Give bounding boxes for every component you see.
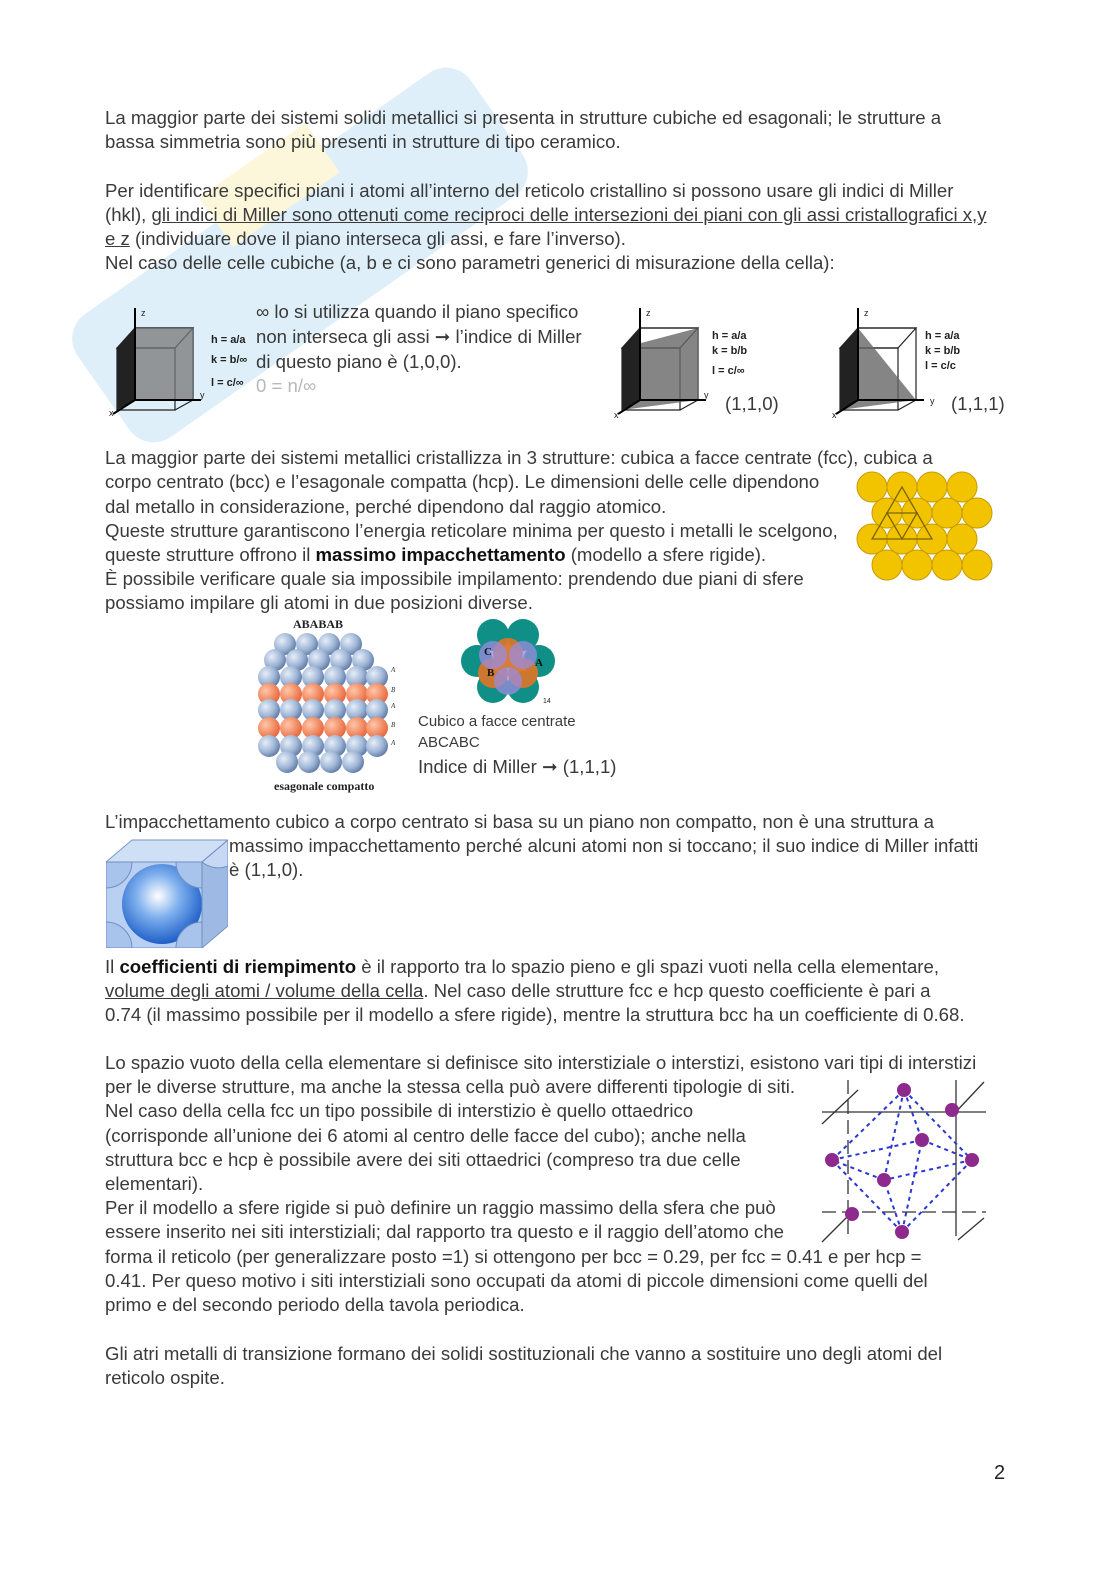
fig2-l-label: l = c/∞ [712,365,745,377]
para5-line1-text: Il [105,956,120,977]
para2-line3-text: (individuare dove il piano interseca gli assi, e fare l’inverso). [129,228,626,249]
fcc-caption2: ABCABC [418,734,480,751]
miller-definition: gli indici di Miller sono ottenuti come reciproci delle intersezioni dei piani con gli assi cristallografici x,y [151,204,987,225]
layer-letter: A [391,739,396,747]
fig2-index: (1,1,0) [725,393,779,414]
fcc-stacking-figure [455,617,565,707]
packing-formula: volume degli atomi / volume della cella [105,980,424,1001]
fig3-k-label: k = b/b [925,345,961,357]
para3-line1: La maggior parte dei sistemi metallici cristallizza in 3 strutture: cubica a facce centrate (fcc), cubica a [105,447,933,468]
para6-line10: 0.41. Per queso motivo i siti interstiziali sono occupati da atomi di piccole dimensioni come quelli del [105,1270,928,1291]
fcc-letter-b: B [487,667,495,679]
para3-line5-text: queste strutture offrono il [105,544,316,565]
para6-line7: Per il modello a sfere rigide si può definire un raggio massimo della sfera che può [105,1197,776,1218]
fig1-l-label: l = c/∞ [211,377,244,389]
para6-line2: per le diverse strutture, ma anche la stessa cella può avere differenti tipologie di siti. [105,1076,796,1097]
hcp-caption: esagonale compatto [274,779,375,793]
para2-line2 [105,203,987,227]
para5-line1 [105,955,939,979]
fcc-letter-a: A [535,657,543,669]
para6-line11: primo e del secondo periodo della tavola periodica. [105,1294,525,1315]
para3-line6: È possibile verificare quale sia impossibile impilamento: prendendo due piani di sfere [105,568,804,589]
para6-line9: forma il reticolo (per generalizzare posto =1) si ottengono per bcc = 0.29, per fcc = 0.41 e per hcp = [105,1246,922,1267]
fig1-k-label: k = b/∞ [211,354,248,366]
axis-x-label: x [614,410,619,420]
close-packed-spheres-figure [855,470,995,582]
para3-line5-end: (modello a sfere rigide). [565,544,767,565]
hcp-stacking-title: ABABAB [293,617,344,631]
miller-plane-100-figure [105,298,215,418]
fcc-letter-c: C [484,646,492,658]
para3-line4: Queste strutture garantiscono l’energia reticolare minima per questo i metalli le scelgono, [105,520,838,541]
axis-x-label: x [109,408,114,418]
para6-line6: elementari). [105,1173,204,1194]
para3-line5 [105,543,766,567]
fig-number: 14 [543,698,551,705]
layer-letter: A [391,666,396,674]
fig3-h-label: h = a/a [925,330,960,342]
axis-z-label: z [864,308,869,318]
fig3-l-label: l = c/c [925,360,956,372]
para6-line3: Nel caso della cella fcc un tipo possibile di interstizio è quello ottaedrico [105,1100,694,1121]
axis-y-label: y [930,396,935,406]
infinity-note-line4: 0 = n/∞ [256,375,317,396]
layer-letter: B [391,686,396,694]
fig2-h-label: h = a/a [712,330,747,342]
para3-line3: dal metallo in considerazione, perché dipendono dal raggio atomico. [105,496,667,517]
para7-line2: reticolo ospite. [105,1367,225,1388]
bcc-unit-cell-figure [106,838,228,948]
fcc-caption3: Indice di Miller ➞ (1,1,1) [418,756,617,777]
page-number: 2 [994,1462,1006,1484]
para6-line5: struttura bcc e hcp è possibile avere dei siti ottaedrici (compreso tra due celle [105,1149,741,1170]
infinity-note-line2: non interseca gli assi ➞ l’indice di Miller [256,326,582,347]
para1-line1: La maggior parte dei sistemi solidi metallici si presenta in strutture cubiche ed esagonali; le strutture a [105,107,942,128]
layer-letter: B [391,721,396,729]
axis-y-label: y [704,390,709,400]
para2-line1: Per identificare specifici piani i atomi all’interno del reticolo cristallino si possono usare gli indici di Miller [105,180,954,201]
para6-line1: Lo spazio vuoto della cella elementare si definisce sito interstiziale o interstizi, esistono vari tipi di interstizi [105,1052,977,1073]
miller-plane-110-figure [610,300,720,420]
fig3-index: (1,1,1) [951,393,1005,414]
fig2-k-label: k = b/b [712,345,748,357]
layer-letter: A [391,702,396,710]
para6-line4: (corrisponde all’unione dei 6 atomi al centro delle facce del cubo); anche nella [105,1125,746,1146]
para3-line2: corpo centrato (bcc) e l’esagonale compatta (hcp). Le dimensioni delle celle dipendono [105,471,820,492]
para6-line8: essere inserito nei siti interstiziali; dal rapporto tra questo e il raggio dell’atomo che [105,1221,785,1242]
axis-x-label: x [832,410,837,420]
para5-line2 [105,979,930,1003]
coefficiente-riempimento-term: coefficienti di riempimento [119,956,357,977]
para7-line1: Gli atri metalli di transizione formano dei solidi sostituzionali che vanno a sostituire uno degli atomi del [105,1343,943,1364]
para5-line2-text: . Nel caso delle strutture fcc e hcp questo coefficiente è pari a [423,980,931,1001]
octahedral-site-figure [818,1076,988,1246]
miller-definition-end: e z [105,228,130,249]
infinity-note-line1: ∞ lo si utilizza quando il piano specifico [256,301,579,322]
para4-line3: è (1,1,0). [229,859,304,880]
para2-line2-text: (hkl), [105,204,152,225]
para4-line1: L’impacchettamento cubico a corpo centrato si basa su un piano non compatto, non è una struttura a [105,811,934,832]
para5-line3: 0.74 (il massimo possibile per il modello a sfere rigide), mentre la struttura bcc ha un coefficiente di 0.68. [105,1004,965,1025]
fcc-caption1: Cubico a facce centrate [418,713,576,730]
para1-line2: bassa simmetria sono più presenti in strutture di tipo ceramico. [105,131,621,152]
para5-line1-end: è il rapporto tra lo spazio pieno e gli spazi vuoti nella cella elementare, [356,956,939,977]
fig1-h-label: h = a/a [211,334,246,346]
massimo-impacchettamento-term: massimo impacchettamento [315,544,566,565]
miller-plane-111-figure [828,300,938,420]
para2-line4: Nel caso delle celle cubiche (a, b e ci sono parametri generici di misurazione della cella): [105,252,835,273]
hcp-stacking-figure [255,632,400,777]
para2-line3 [105,227,626,251]
para4-line2: massimo impacchettamento perché alcuni atomi non si toccano; il suo indice di Miller infatti [229,835,979,856]
axis-z-label: z [141,308,146,318]
axis-z-label: z [646,308,651,318]
para3-line7: possiamo impilare gli atomi in due posizioni diverse. [105,592,533,613]
infinity-note-line3: di questo piano è (1,0,0). [256,351,462,372]
axis-y-label: y [200,390,205,400]
